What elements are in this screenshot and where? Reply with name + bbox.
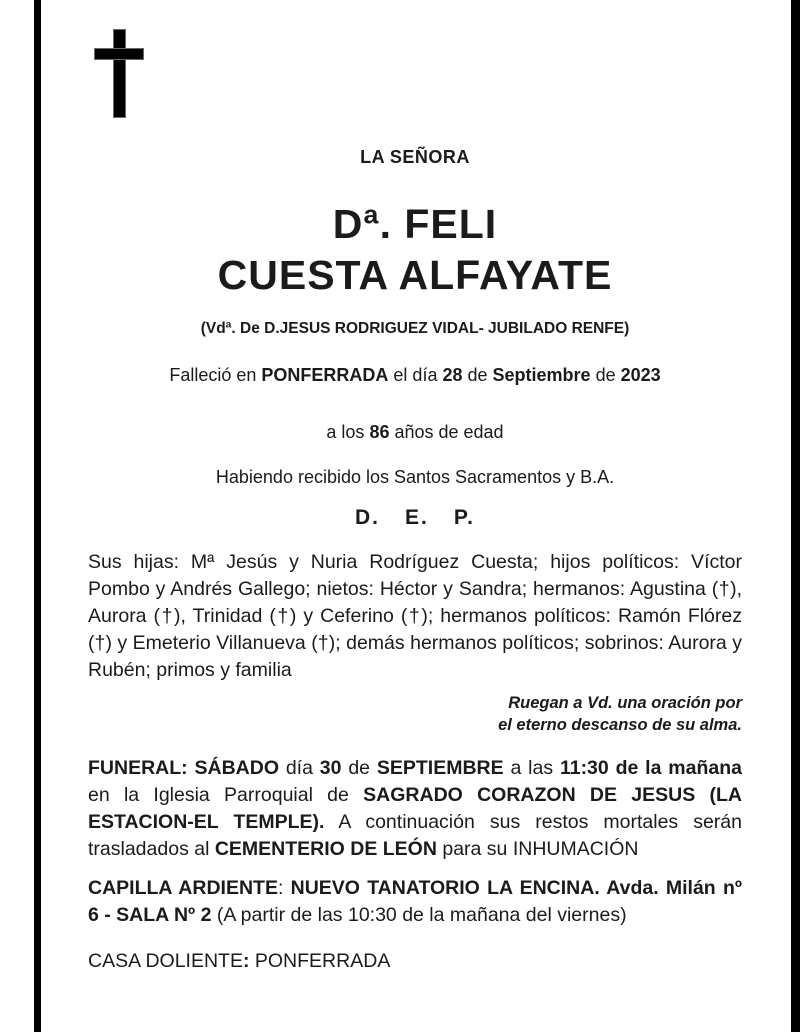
wake-chapel-paragraph: CAPILLA ARDIENTE: NUEVO TANATORIO LA ENCINA. Avda. Milán nº 6 - SALA Nº 2 (A partir de las 10:30 de la mañana del viernes) — [88, 877, 742, 926]
prayer-plea: Ruegan a Vd. una oración por el eterno descanso de su alma. — [498, 694, 742, 734]
esquela-content — [88, 0, 742, 1032]
deceased-name — [88, 199, 742, 301]
age-line: a los 86 años de edad — [326, 422, 504, 442]
sacraments-line: Habiendo recibido los Santos Sacramentos y B.A. — [215, 467, 615, 487]
right-border — [791, 0, 800, 1032]
death-place-date-line: Falleció en PONFERRADA el día 28 de Septiembre de 2023 — [169, 365, 661, 385]
family-paragraph: Sus hijas: Mª Jesús y Nuria Rodríguez Cuesta; hijos políticos: Víctor Pombo y Andrés Gallego; nietos: Héctor y Sandra; hermanos: Agustina (†), Aurora (†), Trinidad (†) y Ceferino (†); hermanos políticos: Ramón Flórez (†) y Emeterio Villanueva (†); demás hermanos políticos; sobrinos: Aurora y Rubén; primos y familia — [88, 551, 742, 681]
relation-line: (Vdª. De D.JESUS RODRIGUEZ VIDAL- JUBILADO RENFE) — [200, 320, 630, 337]
left-border — [34, 0, 41, 1032]
deceased-name-line1: Dª. FELI — [332, 201, 498, 247]
dep-abbreviation: D. E. P. — [355, 506, 475, 529]
honorific-title: LA SEÑORA — [360, 147, 470, 167]
deceased-name-line2: CUESTA ALFAYATE — [217, 252, 613, 298]
mourning-house-line: CASA DOLIENTE: PONFERRADA — [88, 950, 391, 972]
funeral-paragraph: FUNERAL: SÁBADO día 30 de SEPTIEMBRE a las 11:30 de la mañana en la Iglesia Parroquial de SAGRADO CORAZON DE JESUS (LA ESTACION-EL TEMPLE). A continuación sus restos mortales serán trasladados al CEMENTERIO DE LEÓN para su INHUMACIÓN — [88, 757, 742, 860]
